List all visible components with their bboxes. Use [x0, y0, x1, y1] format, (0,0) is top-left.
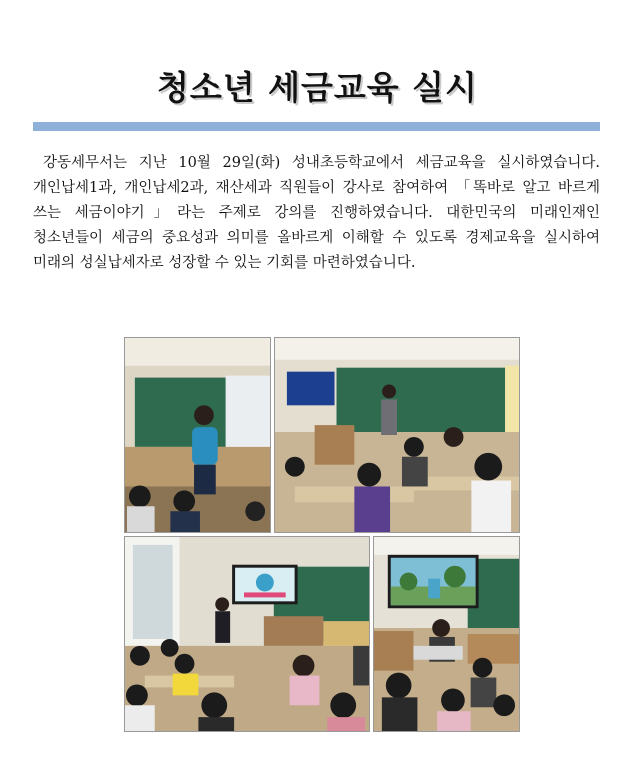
photo-classroom-2-image — [275, 338, 519, 532]
photo-classroom-4 — [373, 536, 520, 732]
photo-classroom-3-image — [125, 537, 369, 731]
photo-classroom-4-image — [374, 537, 519, 731]
photo-classroom-1-image — [125, 338, 270, 532]
photo-classroom-2 — [274, 337, 520, 533]
photo-classroom-3 — [124, 536, 370, 732]
title-divider — [33, 122, 600, 131]
page-title: 청소년 세금교육 실시 — [157, 68, 478, 107]
body-paragraph: 강동세무서는 지난 10월 29일(화) 성내초등학교에서 세금교육을 실시하였습니다. 개인납세1과, 개인납세2과, 재산세과 직원들이 강사로 참여하여 「똑바로 알고 바르게 쓰는 세금이야기」라는 주제로 강의를 진행하였습니다. 대한민국의 미래인재인 청소년들이 세금의 중요성과 의미를 올바르게 이해할 수 있도록 경제교육을 실시하여 미래의 성실납세자로 성장할 수 있는 기회를 마련하였습니다. — [33, 155, 600, 271]
photo-classroom-1 — [124, 337, 271, 533]
